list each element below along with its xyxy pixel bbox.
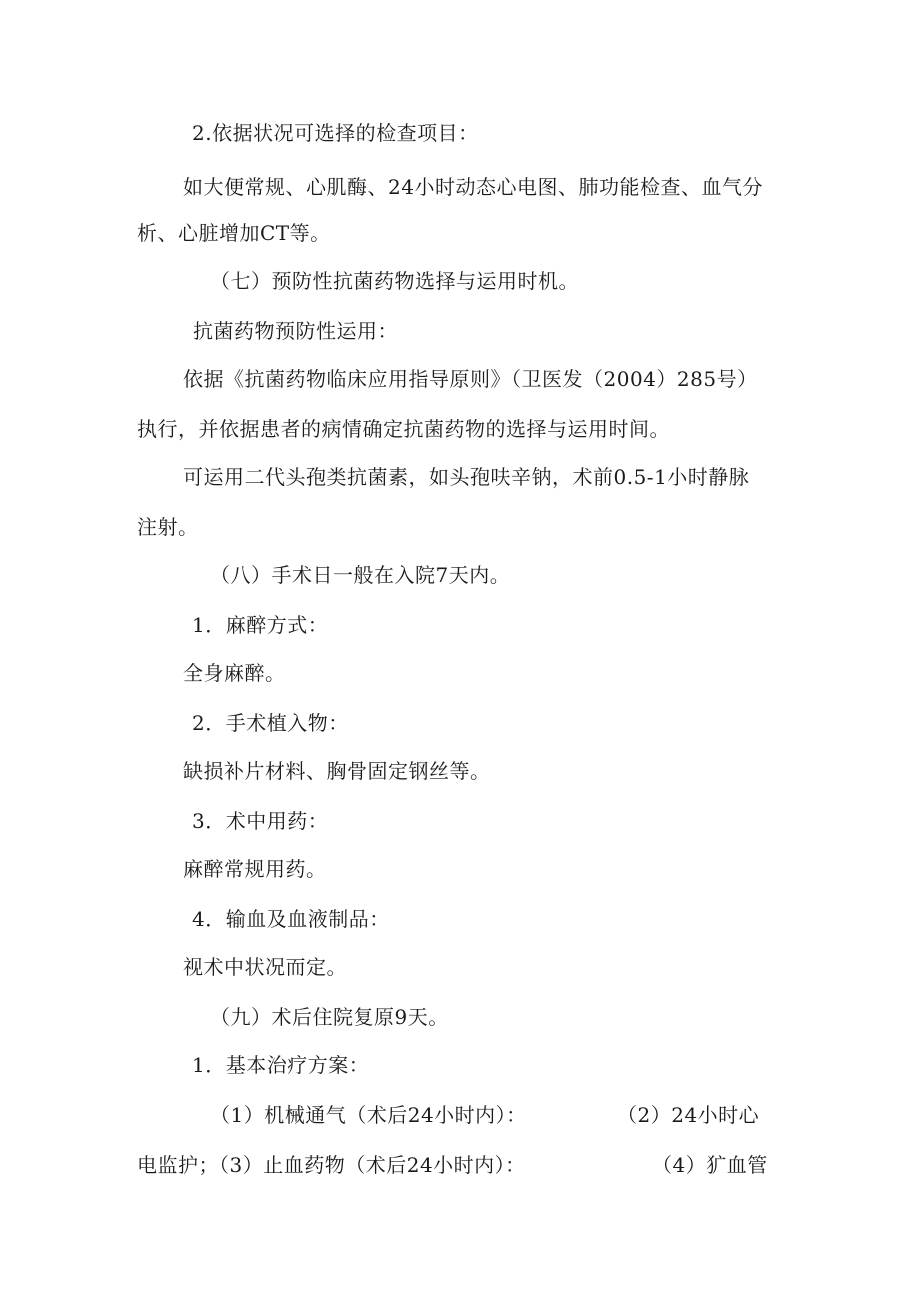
paragraph-line: 注射。 bbox=[137, 515, 199, 539]
paragraph-line: 析、心脏增加CT等。 bbox=[137, 221, 331, 245]
list-item-body: 全身麻醉。 bbox=[183, 661, 286, 685]
paragraph-line: 依据《抗菌药物临床应用指导原则》（卫医发（2004）285号） bbox=[183, 367, 758, 391]
list-item-title: 1．基本治疗方案： bbox=[192, 1053, 370, 1077]
plan-item-2: （2）24小时心 bbox=[617, 1103, 760, 1127]
plan-item-1: （1）机械通气（术后24小时内）： bbox=[210, 1103, 527, 1127]
paragraph-line: 可运用二代头孢类抗菌素，如头孢呋辛钠，术前0.5-1小时静脉 bbox=[183, 465, 750, 489]
section-heading-9: （九）术后住院复原9天。 bbox=[210, 1005, 449, 1029]
list-item-body: 视术中状况而定。 bbox=[183, 955, 347, 979]
section-heading-7: （七）预防性抗菌药物选择与运用时机。 bbox=[210, 269, 579, 293]
subheading: 抗菌药物预防性运用： bbox=[193, 319, 398, 343]
list-item-title: 4．输血及血液制品： bbox=[192, 907, 390, 931]
list-item-body: 麻醉常规用药。 bbox=[183, 857, 327, 881]
list-item-title: 2．手术植入物： bbox=[192, 711, 349, 735]
list-item-body: 缺损补片材料、胸骨固定钢丝等。 bbox=[183, 759, 491, 783]
section-heading-8: （八）手术日一般在入院7天内。 bbox=[210, 563, 511, 587]
list-item-title: 1．麻醉方式： bbox=[192, 613, 329, 637]
plan-item-3: 电监护；（3）止血药物（术后24小时内）： bbox=[137, 1153, 526, 1177]
paragraph-line: 执行，并依据患者的病情确定抗菌药物的选择与运用时间。 bbox=[137, 417, 670, 441]
list-item-title: 3．术中用药： bbox=[192, 809, 329, 833]
section-item-2-title: 2.依据状况可选择的检查项目： bbox=[192, 121, 479, 145]
paragraph-line: 如大便常规、心肌酶、24小时动态心电图、肺功能检查、血气分 bbox=[183, 175, 763, 199]
plan-item-4: （4）犷血管 bbox=[652, 1153, 768, 1177]
